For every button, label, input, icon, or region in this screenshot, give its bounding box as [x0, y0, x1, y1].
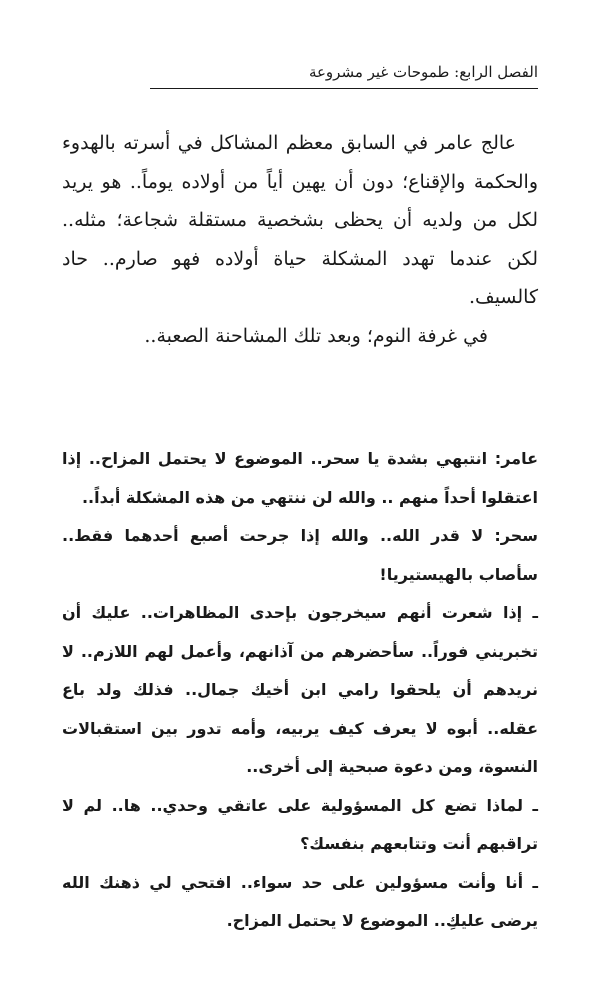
dialogue-line: ـ لماذا تضع كل المسؤولية على عاتقي وحدي.. ها.. لم لا تراقبهم أنت وتتابعهم بنفسك؟ — [62, 795, 538, 853]
dialogue-line: سحر: لا قدر الله.. والله إذا جرحت أصبع أحدهما فقط.. سأصاب بالهيستيريا! — [62, 526, 538, 584]
narrative-paragraph: عالج عامر في السابق معظم المشاكل في أسرته بالهدوء والحكمة والإقناع؛ دون أن يهين أياً من أولاده يوماً.. هو يريد لكل من ولديه أن يحظى بشخصية مستقلة شجاعة؛ مثله.. لكن عندما تهدد المشكلة حياة أولاده فهو صارم.. حاد كالسيف. — [62, 132, 538, 308]
dialogue-line: عامر: انتبهي بشدة يا سحر.. الموضوع لا يحتمل المزاح.. إذا اعتقلوا أحداً منهم .. والله لن ننتهي من هذه المشكلة أبداً.. — [62, 449, 538, 507]
dialogue-line: ـ إذا شعرت أنهم سيخرجون بإحدى المظاهرات.. عليك أن تخبريني فوراً.. سأحضرهم من آذانهم، وأعمل لهم اللازم.. لا نريدهم أن يلحقوا رامي ابن أخيك جمال.. فذلك ولد باع عقله.. أبوه لا يعرف كيف يربيه، وأمه تدور بين استقبالات النسوة، ومن دعوة صبحية إلى أخرى.. — [62, 603, 538, 776]
scene-setting-line: في غرفة النوم؛ وبعد تلك المشاحنة الصعبة.. — [144, 324, 488, 347]
chapter-header — [150, 62, 538, 89]
chapter-title: الفصل الرابع: طموحات غير مشروعة — [308, 63, 538, 81]
dialogue-section — [62, 440, 538, 941]
narrative-section — [62, 124, 538, 355]
dialogue-line: ـ أنا وأنت مسؤولين على حد سواء.. افتحي لي ذهنك الله يرضى عليكِ.. الموضوع لا يحتمل المزاح. — [62, 872, 538, 930]
